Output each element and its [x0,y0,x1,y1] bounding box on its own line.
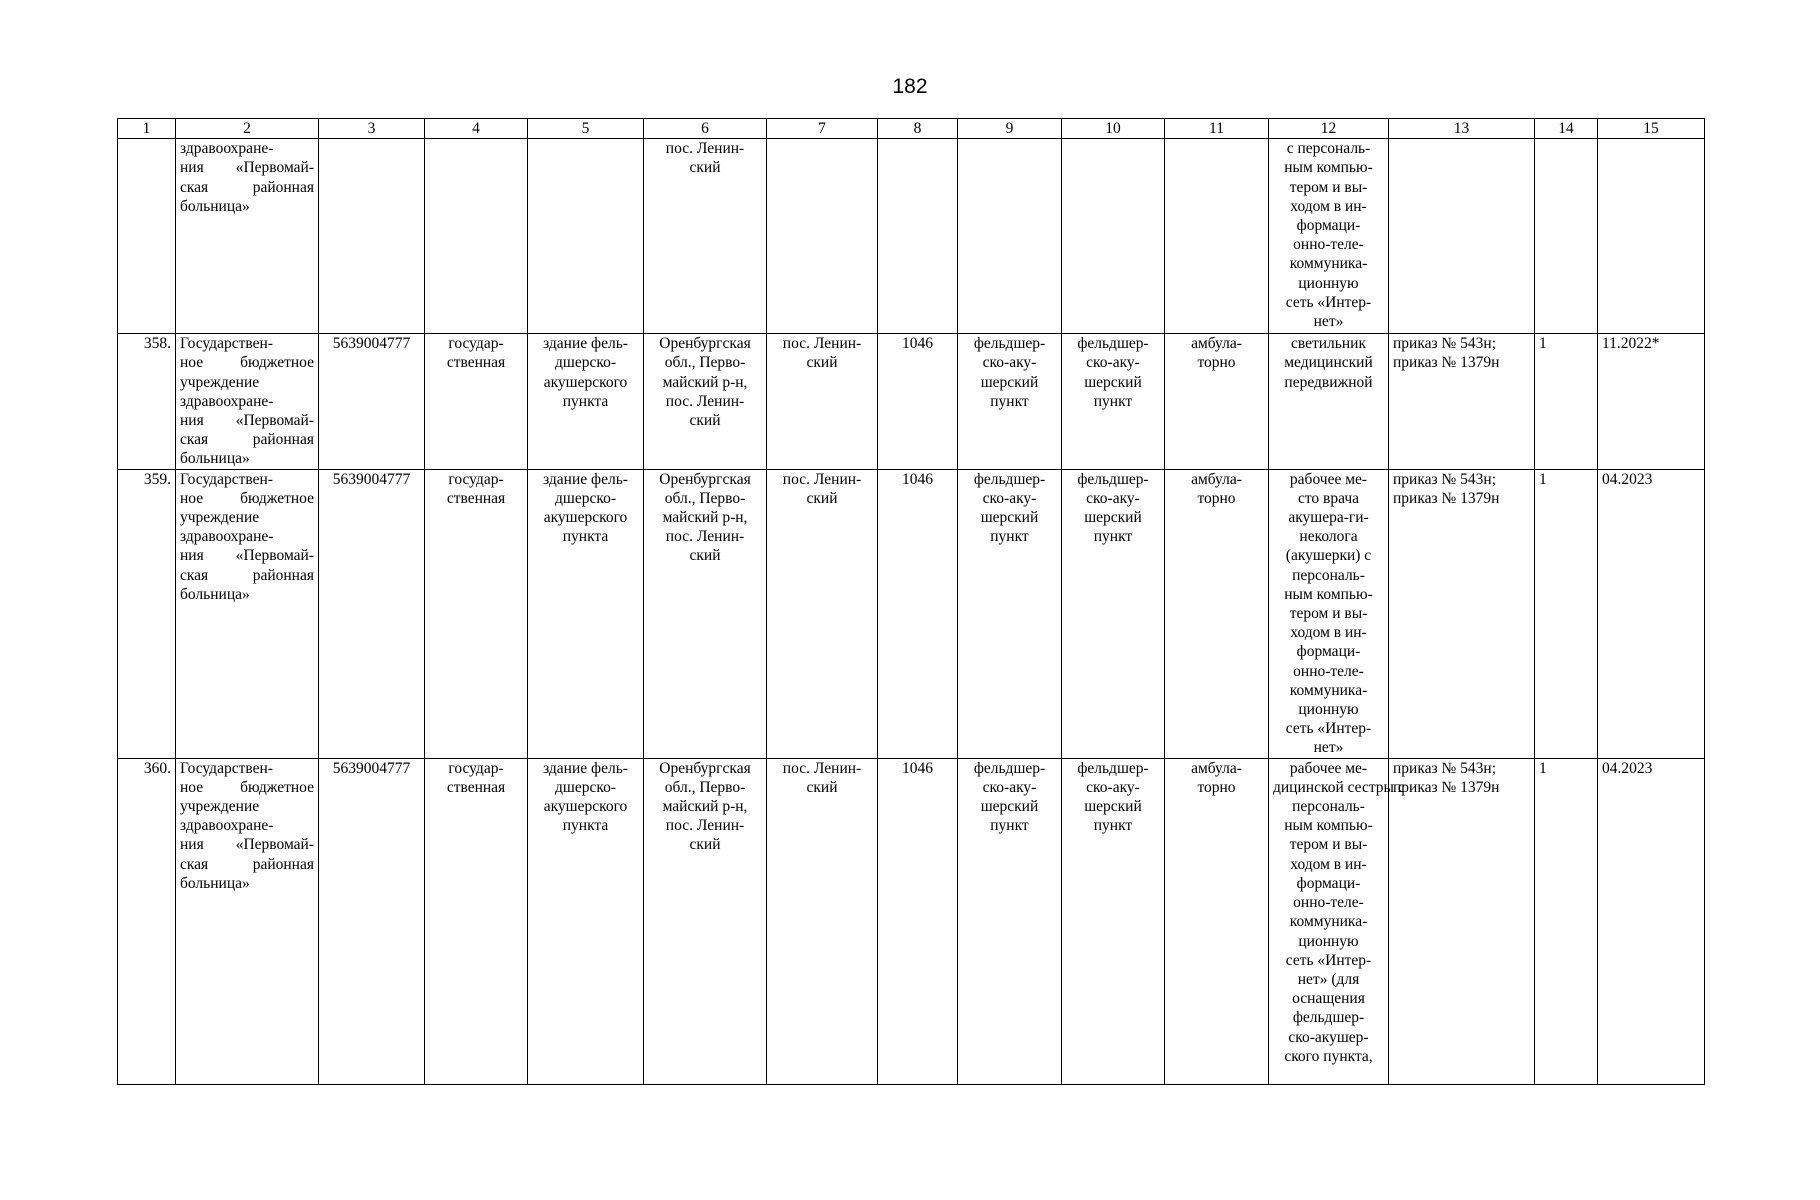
page-number: 182 [892,75,928,98]
equipment-cell-line: нет» (для [1297,970,1360,988]
column-number-cell: 14 [1535,119,1598,139]
equipment-cell-line: ско-акушер- [1288,1028,1369,1046]
type9-cell [958,758,1062,1084]
org-cell-line: учреждение [180,373,260,391]
type9-cell-line: пункт [990,392,1029,410]
equipment-cell-line: (акушерки) с [1285,547,1372,565]
type9-cell-line: ско-аку- [982,354,1037,372]
equipment-cell-line: тером и вы- [1289,605,1368,623]
type10-cell-line: пункт [1093,392,1133,410]
building-cell-line: дшерско- [555,489,616,507]
building-cell [528,758,644,1084]
type9-cell-line: фельдшер- [973,335,1046,353]
settlement-cell-line: пос. Ленин- [782,470,862,488]
equipment-cell-line: сеть «Интер- [1285,951,1372,969]
column-number-cell: 11 [1165,119,1269,139]
ownership-cell [425,758,528,1084]
settlement-cell [767,469,878,758]
order-cell-line: приказ № 543н; [1393,335,1497,353]
type10-cell-line: ско-аку- [1086,778,1140,796]
type10-cell [1062,334,1165,469]
equipment-cell-line: нет» [1313,739,1344,757]
type9-cell-line: фельдшер- [973,759,1046,777]
code-cell [878,139,958,334]
equipment-cell-line: ционную [1298,274,1359,292]
equipment-cell-line: оснащения [1292,990,1365,1008]
equipment-cell-line: передвижной [1284,373,1373,391]
org-cell-line: здравоохране- [180,817,274,835]
address-cell-line: Оренбургская [659,759,751,777]
org-cell-line: ное бюджетное [180,778,314,796]
num-cell: 360. [118,758,176,1084]
building-cell-line: дшерско- [555,778,616,796]
equipment-cell-line: ходом в ин- [1290,624,1367,642]
org-cell-line: ния «Первомай- [180,412,314,430]
care-cell-line: амбула- [1191,759,1242,777]
order-cell [1389,334,1535,469]
address-cell-line: майский р-н, [662,798,748,816]
building-cell-line: пункта [562,528,609,546]
code-cell: 1046 [878,469,958,758]
building-cell [528,139,644,334]
address-cell-line: обл., Перво- [664,489,746,507]
equipment-cell-line: онно-теле- [1293,894,1364,912]
org-cell-line: ния «Первомай- [180,836,314,854]
address-cell-line: Оренбургская [659,470,751,488]
column-number-cell: 2 [176,119,319,139]
equipment-cell-line: тером и вы- [1289,836,1368,854]
order-cell-line: приказ № 543н; [1393,470,1497,488]
equipment-cell-line: акушера-ги- [1288,509,1369,527]
building-cell-line: здание фель- [543,470,628,488]
building-cell-line: здание фель- [543,759,628,777]
order-cell [1389,469,1535,758]
column-number-row [118,119,1705,139]
equipment-cell-line: ходом в ин- [1290,855,1367,873]
ownership-cell-line: ственная [446,354,506,372]
ownership-cell [425,334,528,469]
equipment-cell-line: ходом в ин- [1290,197,1367,215]
org-cell-line: ния «Первомай- [180,547,314,565]
equipment-cell-line: онно-теле- [1293,236,1364,254]
address-cell [644,139,767,334]
equipment-cell-line: ным компью- [1284,817,1373,835]
type9-cell-line: шерский [980,509,1039,527]
address-cell-line: пос. Ленин- [665,528,745,546]
order-cell-line: приказ № 1379н [1393,354,1500,372]
care-cell-line: торно [1197,778,1236,796]
order-cell-line: приказ № 543н; [1393,759,1497,777]
care-cell [1165,758,1269,1084]
org-cell-line: Государствен- [180,335,273,353]
org-cell-line: учреждение [180,798,260,816]
type9-cell-line: пункт [990,528,1029,546]
org-cell-line: ное бюджетное [180,354,314,372]
building-cell-line: акушерского [543,798,628,816]
org-cell-line: больница» [180,874,250,892]
equipment-cell-line: дицинской сестры с [1273,778,1405,796]
qty-cell: 1 [1535,469,1598,758]
org-cell-line: ская районная [180,431,314,449]
org-cell-line: больница» [180,450,250,468]
org-cell-line: ская районная [180,178,314,196]
type9-cell-line: ско-аку- [982,778,1037,796]
ownership-cell-line: государ- [448,335,504,353]
address-cell [644,469,767,758]
code-cell: 1046 [878,758,958,1084]
settlement-cell-line: пос. Ленин- [782,759,862,777]
building-cell [528,469,644,758]
settlement-cell-line: ский [806,778,838,796]
care-cell-line: амбула- [1191,335,1242,353]
order-cell [1389,139,1535,334]
equipment-cell-line: персональ- [1292,566,1365,584]
address-cell-line: обл., Перво- [664,778,746,796]
ownership-cell [425,469,528,758]
column-number-cell: 8 [878,119,958,139]
equipment-cell [1269,758,1405,1084]
settlement-cell [767,139,878,334]
equipment-cell-line: нет» [1313,313,1344,331]
column-number-cell: 5 [528,119,644,139]
equipment-cell [1269,139,1389,334]
type10-cell-line: пункт [1093,817,1133,835]
continuation-row [118,139,1705,334]
type9-cell [958,139,1062,334]
building-cell-line: пункта [562,392,609,410]
address-cell-line: пос. Ленин- [665,817,745,835]
equipment-cell-line: неколога [1299,528,1358,546]
equipment-cell [1269,334,1389,469]
num-cell: 359. [118,469,176,758]
type9-cell-line: пункт [990,817,1029,835]
equipment-cell-line: ционную [1298,701,1359,719]
column-number-cell: 1 [118,119,176,139]
address-cell-line: ский [689,836,721,854]
table-row [118,334,1705,469]
num-cell: 358. [118,334,176,469]
org-cell-line: ния «Первомай- [180,159,314,177]
ownership-cell-line: ственная [446,778,506,796]
building-cell-line: здание фель- [543,335,628,353]
equipment-cell-line: тером и вы- [1289,178,1368,196]
type10-cell-line: фельдшер- [1077,759,1149,777]
equipment-cell-line: ского пункта, [1284,1047,1373,1065]
care-cell-line: торно [1197,489,1236,507]
org-cell [176,334,319,469]
org-cell [176,758,319,1084]
inn-cell: 5639004777 [319,758,425,1084]
column-number-cell: 10 [1062,119,1165,139]
type9-cell [958,334,1062,469]
equipment-cell-line: онно-теле- [1293,662,1364,680]
org-cell-line: больница» [180,585,250,603]
org-cell [176,139,319,334]
care-cell [1165,334,1269,469]
table-row [118,469,1705,758]
date-cell [1598,139,1705,334]
equipment-cell [1269,469,1389,758]
column-number-cell: 7 [767,119,878,139]
equipment-cell-line: медицинский [1284,354,1373,372]
settlement-cell-line: ский [806,354,838,372]
ownership-cell-line: государ- [448,759,504,777]
org-cell-line: здравоохране- [180,528,274,546]
type10-cell-line: шерский [1084,509,1142,527]
equipment-cell-line: коммуника- [1289,255,1368,273]
ownership-cell-line: государ- [448,470,504,488]
equipment-cell-line: формаци- [1296,217,1361,235]
equipment-cell-line: сеть «Интер- [1285,293,1372,311]
care-cell [1165,139,1269,334]
equipment-cell-line: с персональ- [1286,140,1371,158]
code-cell: 1046 [878,334,958,469]
type10-cell [1062,139,1165,334]
inn-cell: 5639004777 [319,334,425,469]
address-cell [644,334,767,469]
org-cell-line: Государствен- [180,470,273,488]
ownership-cell-line: ственная [446,489,506,507]
address-cell-line: ский [689,159,721,177]
equipment-cell-line: сеть «Интер- [1285,720,1372,738]
column-number-cell: 6 [644,119,767,139]
address-cell [644,758,767,1084]
settlement-cell-line: ский [806,489,838,507]
column-number-cell: 4 [425,119,528,139]
org-cell-line: здравоохране- [180,140,274,158]
order-cell [1389,758,1535,1084]
date-cell: 11.2022* [1598,334,1705,469]
equipment-cell-line: светильник [1291,335,1366,353]
equipment-cell-line: ным компью- [1284,159,1373,177]
care-cell-line: торно [1197,354,1236,372]
order-cell-line: приказ № 1379н [1393,489,1500,507]
org-cell-line: ное бюджетное [180,489,314,507]
type10-cell-line: пункт [1093,528,1133,546]
inn-cell [319,139,425,334]
inn-cell: 5639004777 [319,469,425,758]
type10-cell [1062,469,1165,758]
type10-cell [1062,758,1165,1084]
equipment-cell-line: коммуника- [1289,913,1368,931]
care-cell-line: амбула- [1191,470,1242,488]
type10-cell-line: ско-аку- [1086,489,1140,507]
address-cell-line: ский [689,412,721,430]
building-cell-line: акушерского [543,509,628,527]
address-cell-line: Оренбургская [659,335,751,353]
column-number-cell: 15 [1598,119,1705,139]
type10-cell-line: фельдшер- [1077,470,1149,488]
org-cell-line: больница» [180,197,250,215]
equipment-cell-line: фельдшер- [1292,1009,1365,1027]
equipment-cell-line: сто врача [1297,489,1360,507]
column-number-cell: 12 [1269,119,1389,139]
type9-cell-line: фельдшер- [973,470,1046,488]
type10-cell-line: шерский [1084,798,1142,816]
equipment-cell-line: формаци- [1296,874,1361,892]
type10-cell-line: фельдшер- [1077,335,1149,353]
type9-cell [958,469,1062,758]
table-row [118,758,1705,1084]
type9-cell-line: шерский [980,798,1039,816]
equipment-cell-line: персональ- [1292,798,1365,816]
num-cell [118,139,176,334]
address-cell-line: майский р-н, [662,509,748,527]
qty-cell: 1 [1535,334,1598,469]
equipment-cell-line: ным компью- [1284,585,1373,603]
column-number-cell: 9 [958,119,1062,139]
building-cell [528,334,644,469]
type9-cell-line: ско-аку- [982,489,1037,507]
address-cell-line: пос. Ленин- [665,140,745,158]
address-cell-line: обл., Перво- [664,354,746,372]
ownership-cell [425,139,528,334]
building-cell-line: пункта [562,817,609,835]
org-cell [176,469,319,758]
order-cell-line: приказ № 1379н [1393,778,1500,796]
type10-cell-line: шерский [1084,373,1142,391]
equipment-cell-line: рабочее ме- [1289,759,1368,777]
equipment-cell-line: коммуника- [1289,681,1368,699]
column-number-cell: 3 [319,119,425,139]
building-cell-line: акушерского [543,373,628,391]
type10-cell-line: ско-аку- [1086,354,1140,372]
settlement-cell [767,758,878,1084]
qty-cell [1535,139,1598,334]
org-cell-line: ская районная [180,855,314,873]
org-cell-line: учреждение [180,509,260,527]
org-cell-line: здравоохране- [180,392,274,410]
date-cell: 04.2023 [1598,469,1705,758]
address-cell-line: ский [689,547,721,565]
type9-cell-line: шерский [980,373,1039,391]
org-cell-line: Государствен- [180,759,273,777]
registry-table [117,118,1705,1085]
settlement-cell [767,334,878,469]
equipment-cell-line: формаци- [1296,643,1361,661]
column-number-cell: 13 [1389,119,1535,139]
address-cell-line: пос. Ленин- [665,392,745,410]
qty-cell: 1 [1535,758,1598,1084]
settlement-cell-line: пос. Ленин- [782,335,862,353]
building-cell-line: дшерско- [555,354,616,372]
care-cell [1165,469,1269,758]
equipment-cell-line: рабочее ме- [1289,470,1368,488]
address-cell-line: майский р-н, [662,373,748,391]
equipment-cell-line: ционную [1298,932,1359,950]
date-cell: 04.2023 [1598,758,1705,1084]
org-cell-line: ская районная [180,566,314,584]
